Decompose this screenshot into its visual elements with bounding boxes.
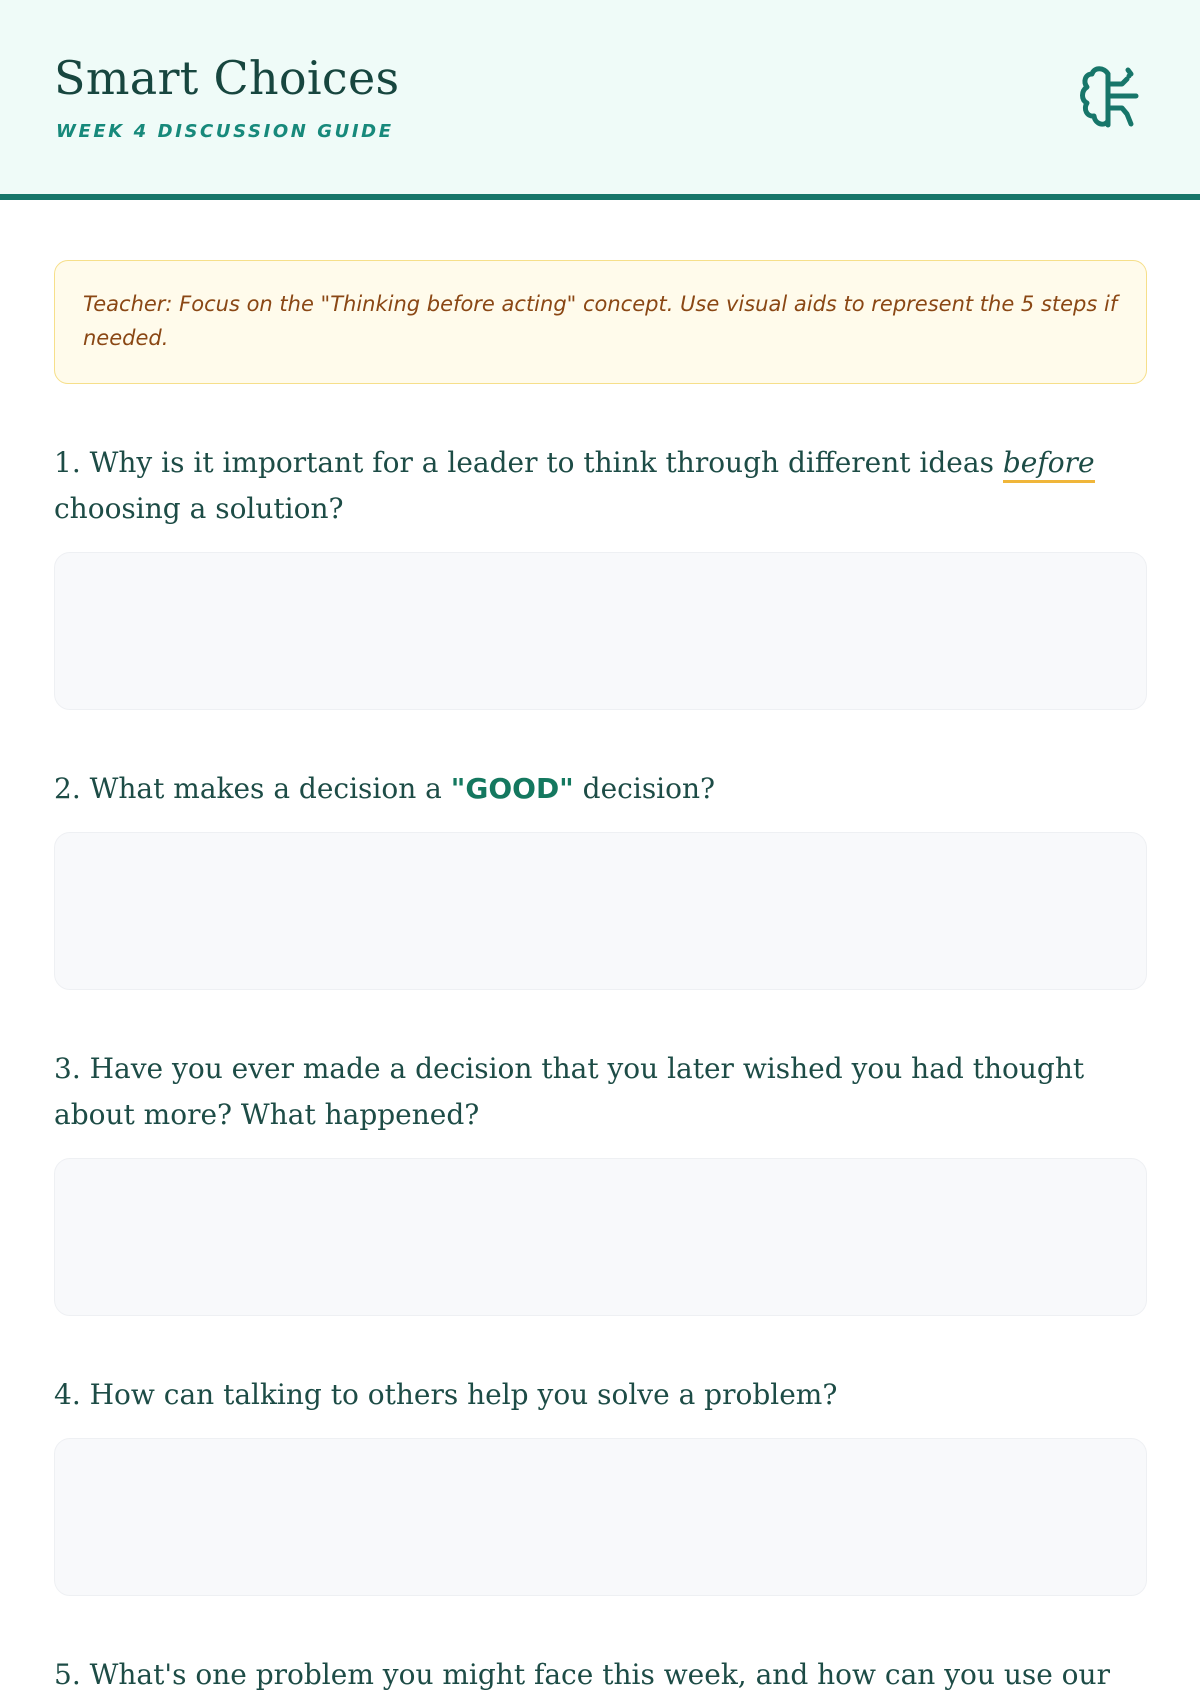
question-2-text: 2. What makes a decision a <box>54 772 451 805</box>
question-2 <box>54 766 1147 812</box>
question-3: 3. Have you ever made a decision that you later wished you had thought about more? What happened? <box>54 1052 1085 1131</box>
discussion-content <box>54 260 1147 1698</box>
question-1-text: 1. Why is it important for a leader to think through different ideas <box>54 446 1003 479</box>
page-subtitle: WEEK 4 DISCUSSION GUIDE <box>56 121 394 142</box>
page-header <box>0 0 1200 200</box>
question-2-text-end: decision? <box>573 772 716 805</box>
question-2-emphasis: "GOOD" <box>450 772 574 805</box>
answer-box-4[interactable] <box>54 1438 1147 1596</box>
question-4: 4. How can talking to others help you solve a problem? <box>54 1378 838 1411</box>
question-1-text-end: choosing a solution? <box>54 492 344 525</box>
question-5: 5. What's one problem you might face this week, and how can you use our <box>54 1658 1110 1691</box>
teacher-note: Teacher: Focus on the "Thinking before acting" concept. Use visual aids to represent the 5 steps if needed. <box>54 260 1147 384</box>
answer-box-1[interactable] <box>54 552 1147 710</box>
page-title: Smart Choices <box>54 51 400 105</box>
answer-box-3[interactable] <box>54 1158 1147 1316</box>
question-1-emphasis: before <box>1003 446 1095 483</box>
answer-box-2[interactable] <box>54 832 1147 990</box>
question-1 <box>54 440 1147 532</box>
brain-icon <box>1078 64 1142 132</box>
